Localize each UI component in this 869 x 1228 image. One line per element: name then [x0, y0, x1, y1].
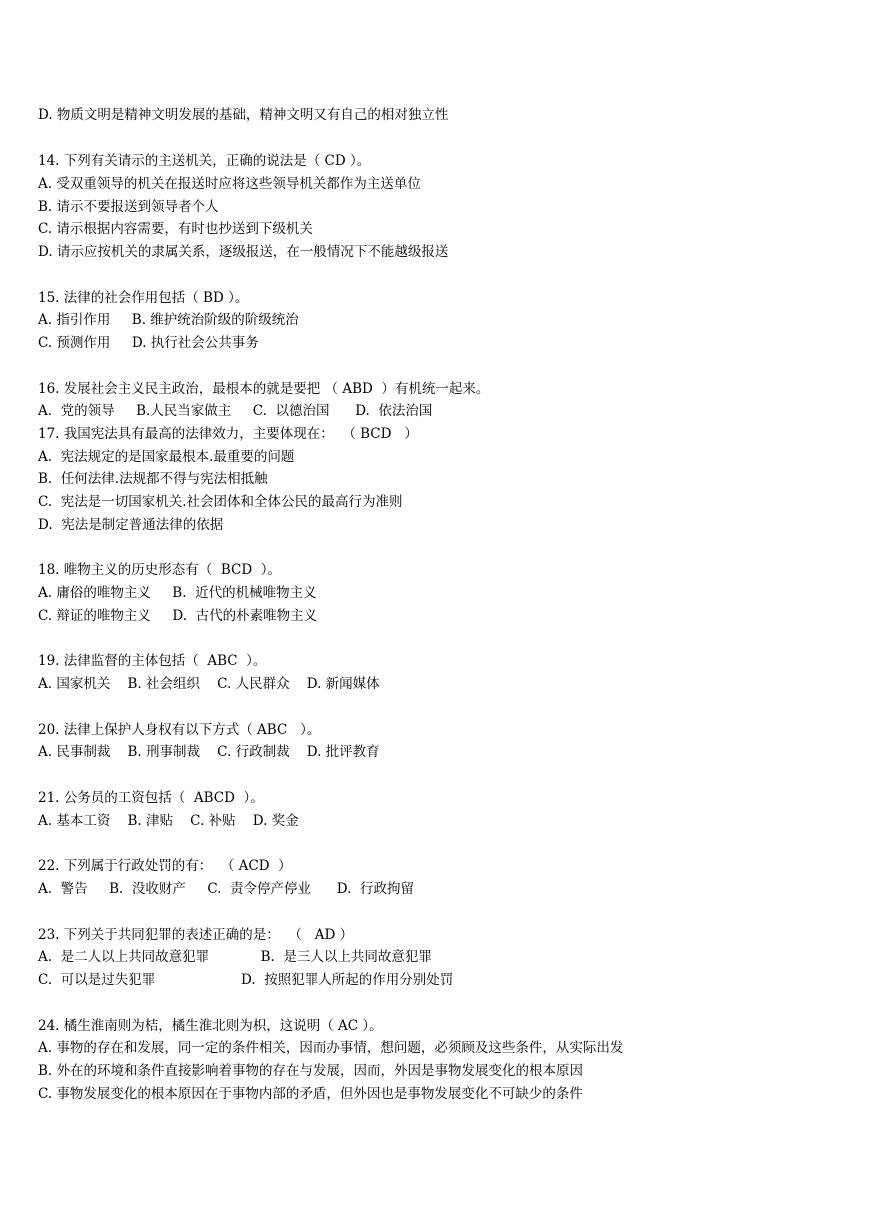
q22-question: 22. 下列属于行政处罚的有： （ ACD ）: [38, 858, 292, 874]
q21-options: A. 基本工资 B. 津贴 C. 补贴 D. 奖金: [38, 813, 299, 829]
q20-question: 20. 法律上保护人身权有以下方式（ ABC ）。: [38, 722, 321, 738]
q14-question: 14. 下列有关请示的主送机关，正确的说法是（ CD ）。: [38, 153, 371, 169]
q17-option-a: A. 宪法规定的是国家最根本.最重要的问题: [38, 449, 295, 465]
q23-options-cd: C. 可以是过失犯罪 D. 按照犯罪人所起的作用分别处罚: [38, 972, 454, 988]
q24-question: 24. 橘生淮南则为桔，橘生淮北则为枳，这说明（ AC ）。: [38, 1018, 383, 1034]
q24-option-a: A. 事物的存在和发展，同一定的条件相关，因而办事情，想问题，必须顾及这些条件，从实际出发: [38, 1040, 624, 1056]
q16-question: 16. 发展社会主义民主政治，最根本的就是要把 （ ABD ）有机统一起来。: [38, 381, 490, 397]
q22-options: A. 警告 B. 没收财产 C. 责令停产停业 D. 行政拘留: [38, 881, 415, 897]
q15-question: 15. 法律的社会作用包括（ BD ）。: [38, 290, 249, 306]
q24-option-b: B. 外在的环境和条件直接影响着事物的存在与发展，因而，外因是事物发展变化的根本原因: [38, 1063, 584, 1079]
q17-question: 17. 我国宪法具有最高的法律效力，主要体现在： （ BCD ）: [38, 426, 418, 442]
q17-option-d: D. 宪法是制定普通法律的依据: [38, 517, 224, 533]
q24-option-c: C. 事物发展变化的根本原因在于事物内部的矛盾，但外因也是事物发展变化不可缺少的条件: [38, 1086, 583, 1102]
q17-option-b: B. 任何法律.法规都不得与宪法相抵触: [38, 471, 268, 487]
q14-option-b: B. 请示不要报送到领导者个人: [38, 199, 219, 215]
q18-options-ab: A. 庸俗的唯物主义 B. 近代的机械唯物主义: [38, 585, 317, 601]
q14-option-c: C. 请示根据内容需要，有时也抄送到下级机关: [38, 221, 313, 237]
q23-question: 23. 下列关于共同犯罪的表述正确的是： （ AD ）: [38, 927, 354, 943]
q13-option-d: D. 物质文明是精神文明发展的基础，精神文明又有自己的相对独立性: [38, 107, 449, 123]
q18-options-cd: C. 辩证的唯物主义 D. 古代的朴素唯物主义: [38, 608, 318, 624]
q18-question: 18. 唯物主义的历史形态有（ BCD ）。: [38, 562, 281, 578]
q20-options: A. 民事制裁 B. 刑事制裁 C. 行政制裁 D. 批评教育: [38, 744, 380, 760]
q21-question: 21. 公务员的工资包括（ ABCD ）。: [38, 790, 264, 806]
q19-options: A. 国家机关 B. 社会组织 C. 人民群众 D. 新闻媒体: [38, 676, 380, 692]
q17-option-c: C. 宪法是一切国家机关.社会团体和全体公民的最高行为准则: [38, 494, 403, 510]
q15-options-ab: A. 指引作用 B. 维护统治阶级的阶级统治: [38, 312, 299, 328]
q14-option-d: D. 请示应按机关的隶属关系，逐级报送，在一般情况下不能越级报送: [38, 244, 449, 260]
q23-options-ab: A. 是二人以上共同故意犯罪 B. 是三人以上共同故意犯罪: [38, 949, 432, 965]
q15-options-cd: C. 预测作用 D. 执行社会公共事务: [38, 335, 259, 351]
q14-option-a: A. 受双重领导的机关在报送时应将这些领导机关都作为主送单位: [38, 176, 421, 192]
q19-question: 19. 法律监督的主体包括（ ABC ）。: [38, 653, 267, 669]
q16-options: A. 党的领导 B.人民当家做主 C. 以德治国 D. 依法治国: [38, 403, 433, 419]
